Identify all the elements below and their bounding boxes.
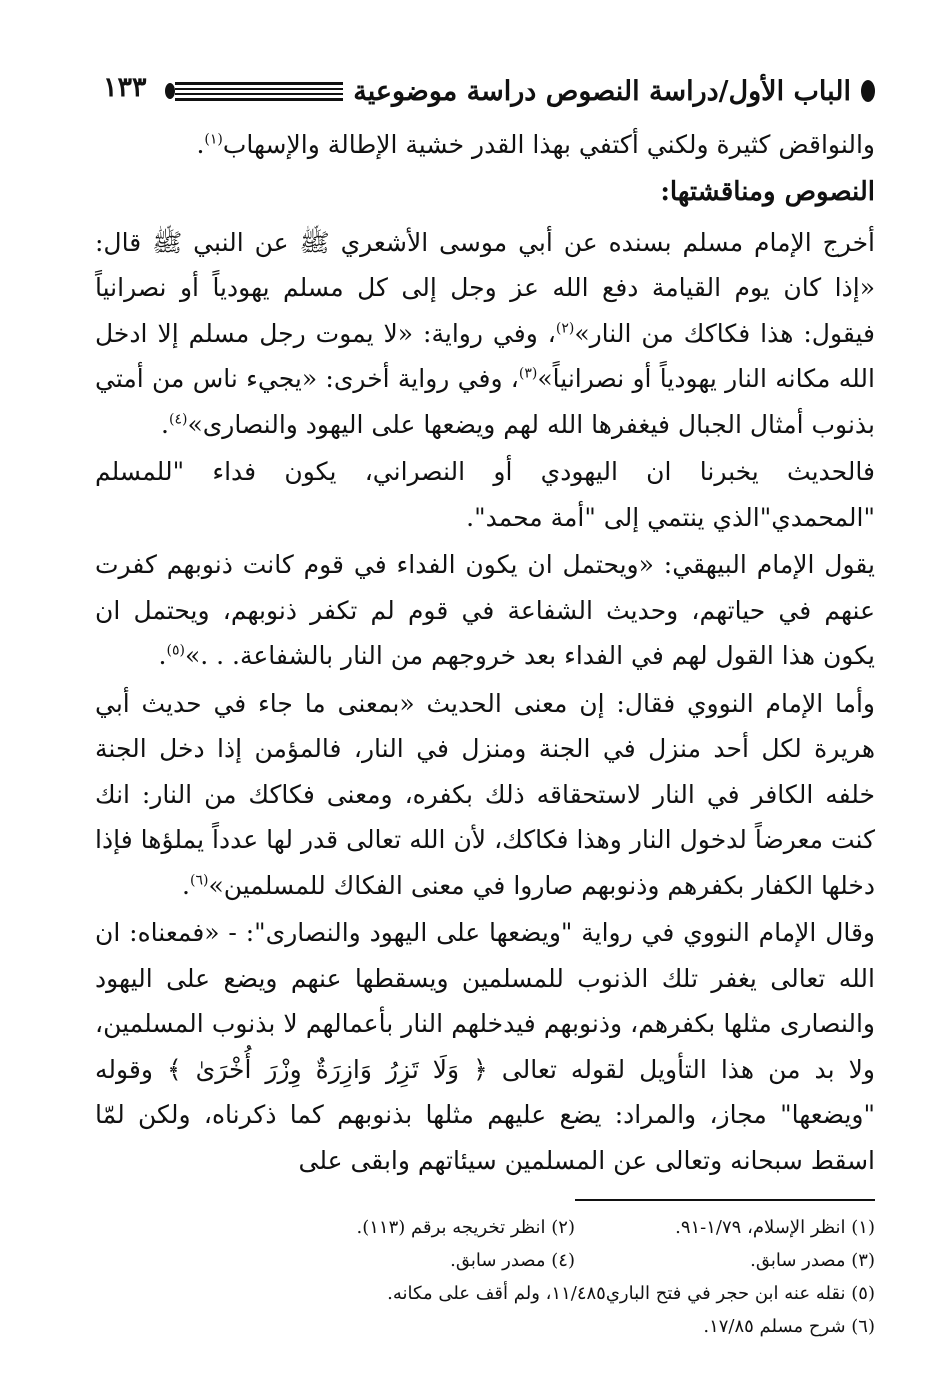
footnote-2: (٢) انظر تخريجه برقم (١١٣). — [356, 1217, 575, 1238]
footnote-6: (٦) شرح مسلم ١٧/٨٥. — [703, 1316, 875, 1337]
page — [95, 60, 875, 1350]
footnote-4: (٤) مصدر سابق. — [450, 1250, 575, 1271]
footnote-5: (٥) نقله عنه ابن حجر في فتح الباري١١/٤٨٥، ولم أقف على مكانه. — [387, 1283, 875, 1304]
paragraph-hadith: أخرج الإمام مسلم بسنده عن أبي موسى الأشعري ﷺ عن النبي ﷺ قال: «إذا كان يوم القيامة دفع الله عز وجل إلى كل مسلم يهودياً أو نصرانياً فيقول: هذا فكاكك من النار»$^{(٢)}$، وفي رواية: «لا يموت رجل مسلم إلا ادخل الله مكانه النار يهودياً أو نصرانياً»$^{(٣)}$، وفي رواية أخرى: «يجيء ناس من أمتي بذنوب أمثال الجبال فيغفرها الله لهم ويضعها على اليهود والنصارى»$^{(٤)}$. — [95, 227, 876, 439]
footnote-ref[interactable]: (٤) — [168, 411, 188, 428]
ornament-knot-icon — [861, 80, 875, 102]
footnote-ref[interactable]: (٦) — [189, 872, 209, 889]
paragraph-bayhaqi: يقول الإمام البيهقي: «ويحتمل ان يكون الفداء في قوم كانت ذنوبهم كفرت عنهم في حياتهم، وحديث الشفاعة في قوم لم تكفر ذنوبهم، ويحتمل ان يكون هذا القول لهم في الفداء بعد خروجهم من النار بالشفاعة. . .»$^{(٥)}$. — [95, 550, 875, 670]
chapter-title: الباب الأول/دراسة النصوص دراسة موضوعية — [353, 75, 851, 107]
header-ornament-rule — [165, 76, 343, 106]
section-heading: النصوص ومناقشتها: — [660, 176, 875, 207]
footnote-ref[interactable]: (٢) — [555, 320, 575, 337]
main-text — [95, 122, 875, 1183]
paragraph-commentary: فالحديث يخبرنا ان اليهودي أو النصراني، يكون فداء "للمسلم "المحمدي"الذي ينتمي إلى "أمة محمد". — [95, 457, 875, 532]
footnote-ref[interactable]: (١) — [204, 131, 223, 148]
footnote-3: (٣) مصدر سابق. — [750, 1250, 875, 1271]
intro-paragraph: والنواقض كثيرة ولكني أكتفي بهذا القدر خشية الإطالة والإسهاب$^{(١)}$. — [196, 130, 875, 159]
paragraph-nawawi-2: وقال الإمام النووي في رواية "ويضعها على اليهود والنصارى": - «فمعناه: ان الله تعالى يغفر تلك الذنوب للمسلمين ويسقطها عنهم ويضع على اليهود والنصارى مثلها بكفرهم، وذنوبهم فيدخلهم النار بأعمالهم لا بذنوب المسلمين، ولا بد من هذا التأويل لقوله تعالى ﴿ وَلَا تَزِرُ وَازِرَةٌ وِزْرَ أُخْرَىٰ ﴾ وقوله "ويضعها" مجاز، والمراد: يضع عليهم مثلها بذنوبهم كما ذكرناه، ولكن لمّا اسقط سبحانه وتعالى عن المسلمين سيئاتهم وابقى على — [95, 918, 875, 1175]
paragraph-nawawi: وأما الإمام النووي فقال: إن معنى الحديث «بمعنى ما جاء في حديث أبي هريرة لكل أحد منزل في الجنة ومنزل في النار، فالمؤمن إذا دخل الجنة خلفه الكافر في النار لاستحقاقه ذلك بكفره، ومعنى فكاكك من النار: انك كنت معرضاً لدخول النار وهذا فكاكك، لأن الله تعالى قدر لها عدداً يملؤها فإذا دخلها الكفار بكفرهم وذنوبهم صاروا في معنى الفكاك للمسلمين»$^{(٦)}$. — [95, 688, 875, 900]
running-header — [95, 60, 875, 122]
footnote-ref[interactable]: (٣) — [518, 365, 538, 382]
page-number: ١٣٣ — [103, 72, 147, 103]
footnote-ref[interactable]: (٥) — [166, 642, 185, 659]
ornament-knot-icon — [165, 83, 175, 99]
footnotes — [95, 1211, 875, 1343]
footnote-separator — [575, 1199, 875, 1201]
footnote-1: (١) انظر الإسلام، ١/٧٩-٩١. — [675, 1217, 875, 1238]
